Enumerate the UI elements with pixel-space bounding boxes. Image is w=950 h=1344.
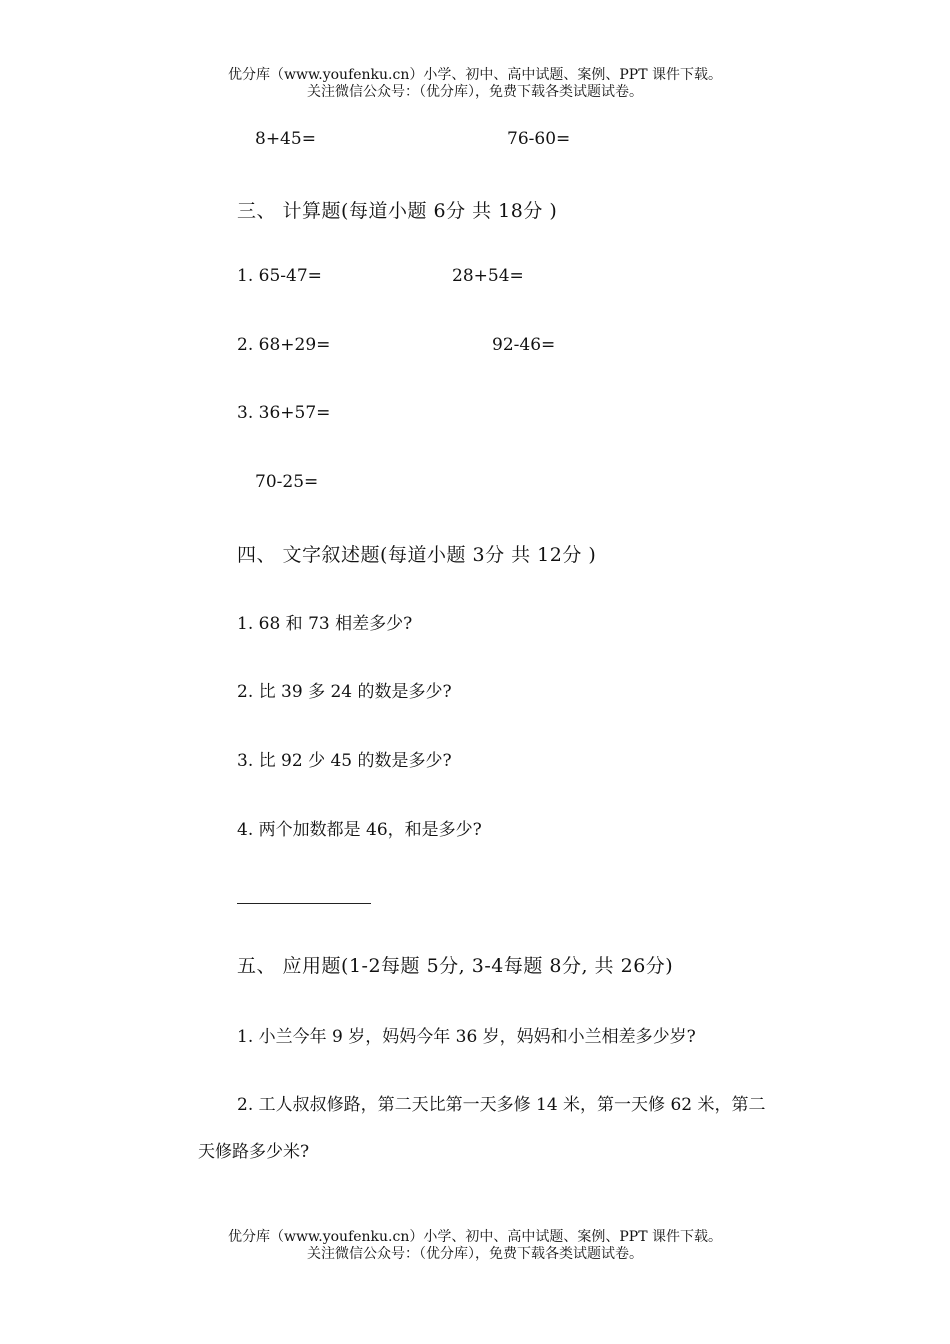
section-5-item-2-line-1: 2. 工人叔叔修路，第二天比第一天多修 14 米，第一天修 62 米，第二: [237, 1095, 766, 1115]
section-4-title: 四、 文字叙述题(每道小题 3分 共 12分 ): [237, 544, 597, 566]
section-3-item-1: 1. 65-47=: [237, 266, 322, 286]
section-4-item-1: 1. 68 和 73 相差多少?: [237, 614, 413, 634]
section-3-item-2-right: 92-46=: [492, 335, 556, 355]
header-line-1: 优分库（www.youfenku.cn）小学、初中、高中试题、案例、PPT 课件下载。: [227, 67, 722, 83]
section-3-item-1-right: 28+54=: [452, 266, 524, 286]
section-4-item-3: 3. 比 92 少 45 的数是多少?: [237, 751, 452, 771]
footer-line-2: 关注微信公众号：（优分库），免费下载各类试题试卷。: [307, 1246, 643, 1262]
footer-line-1: 优分库（www.youfenku.cn）小学、初中、高中试题、案例、PPT 课件下载。: [227, 1229, 722, 1245]
section-3-item-2: 2. 68+29=: [237, 335, 331, 355]
divider-line: [237, 903, 371, 904]
expr-76-minus-60: 76-60=: [507, 129, 571, 149]
section-3-item-3: 3. 36+57=: [237, 403, 331, 423]
section-3-extra: 70-25=: [255, 472, 319, 492]
section-3-title: 三、 计算题(每道小题 6分 共 18分 ): [237, 200, 558, 222]
section-5-title: 五、 应用题(1-2每题 5分, 3-4每题 8分, 共 26分): [237, 955, 674, 977]
section-5-item-1: 1. 小兰今年 9 岁，妈妈今年 36 岁，妈妈和小兰相差多少岁?: [237, 1027, 696, 1047]
page-footer: [0, 1229, 950, 1263]
section-4-item-4: 4. 两个加数都是 46，和是多少?: [237, 820, 482, 840]
header-line-2: 关注微信公众号：（优分库），免费下载各类试题试卷。: [307, 84, 643, 100]
expr-8-plus-45: 8+45=: [255, 129, 316, 149]
section-4-item-2: 2. 比 39 多 24 的数是多少?: [237, 682, 452, 702]
page-header: [0, 67, 950, 101]
section-5-item-2-line-2: 天修路多少米?: [198, 1142, 310, 1162]
